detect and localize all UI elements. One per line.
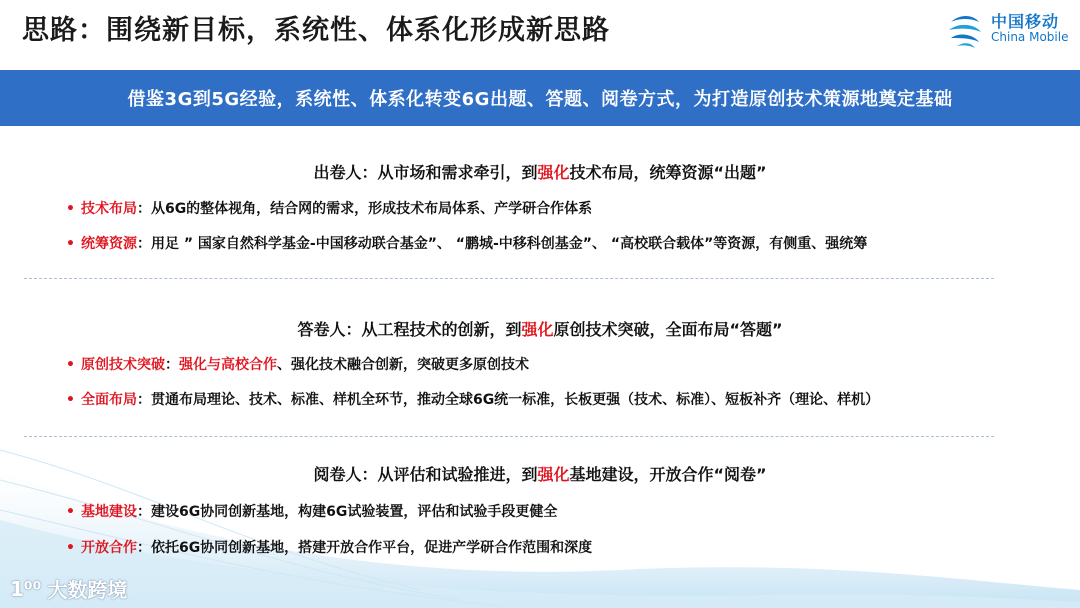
bullet-dot-icon: • (66, 392, 75, 408)
bullet-text: ：用足 ” 国家自然科学基金-中国移动联合基金”、 “鹏城-中移科创基金”、 “高校联合载体”等资源，有侧重、强统筹 (136, 236, 868, 252)
bullet-label: 原创技术突破 (80, 357, 165, 373)
bullet-text: 、强化技术融合创新，突破更多原创技术 (276, 357, 529, 373)
bullet-item (66, 389, 879, 409)
bullet-dot-icon: • (66, 504, 75, 520)
section-head-emphasis: 强化 (521, 320, 554, 339)
watermark-logo-icon: 1⁰⁰ (10, 576, 42, 601)
banner-text: 借鉴3G到5G经验，系统性、体系化转变6G出题、答题、阅卷方式，为打造原创技术策源地奠定基础 (127, 89, 953, 110)
bullet-text: ：从6G的整体视角，结合网的需求，形成技术布局体系、产学研合作体系 (136, 201, 593, 217)
summary-banner (0, 70, 1080, 126)
section-head-setter (0, 160, 1080, 183)
section-head-text: 阅卷人：从评估和试验推进，到 (313, 465, 538, 484)
bullet-dot-icon: • (66, 540, 75, 556)
bullet-label: 全面布局 (80, 392, 137, 408)
section-divider (24, 278, 994, 279)
section-head-reviewer (0, 462, 1080, 485)
bullet-item (66, 354, 529, 374)
section-head-emphasis: 强化 (537, 163, 570, 182)
bullet-label: 统筹资源 (80, 236, 137, 252)
section-head-text: 技术布局，统筹资源“出题” (569, 163, 767, 182)
bullet-colon: ： (164, 357, 179, 373)
bullet-item (66, 501, 557, 521)
china-mobile-logo (945, 8, 1070, 52)
section-head-text: 原创技术突破，全面布局“答题” (553, 320, 783, 339)
logo-en-text: China Mobile (991, 30, 1069, 44)
bullet-item (66, 198, 592, 218)
page-title: 思路：围绕新目标，系统性、体系化形成新思路 (22, 15, 610, 46)
bullet-text: ：建设6G协同创新基地，构建6G试验装置，评估和试验手段更健全 (136, 504, 558, 520)
watermark (10, 574, 127, 603)
logo-cn-text: 中国移动 (991, 12, 1060, 31)
bullet-label: 基地建设 (80, 504, 137, 520)
section-head-text: 出卷人：从市场和需求牵引，到 (313, 163, 538, 182)
bullet-text: ：贯通布局理论、技术、标准、样机全环节，推动全球6G统一标准，长板更强（技术、标准）、短板补齐（理论、样机） (136, 392, 880, 408)
bullet-emphasis: 强化与高校合作 (178, 357, 277, 373)
bullet-dot-icon: • (66, 201, 75, 217)
bullet-dot-icon: • (66, 236, 75, 252)
bullet-label: 技术布局 (80, 201, 137, 217)
watermark-text: 大数跨境 (47, 578, 128, 602)
bullet-text: ：依托6G协同创新基地，搭建开放合作平台，促进产学研合作范围和深度 (136, 540, 593, 556)
china-mobile-logo-icon (945, 10, 985, 50)
section-head-emphasis: 强化 (537, 465, 570, 484)
bullet-item (66, 537, 592, 557)
section-head-answerer (0, 317, 1080, 340)
section-divider (24, 436, 994, 437)
bullet-dot-icon: • (66, 357, 75, 373)
section-head-text: 答卷人：从工程技术的创新，到 (297, 320, 522, 339)
bullet-label: 开放合作 (80, 540, 137, 556)
bullet-item (66, 233, 867, 253)
section-head-text: 基地建设，开放合作“阅卷” (569, 465, 767, 484)
